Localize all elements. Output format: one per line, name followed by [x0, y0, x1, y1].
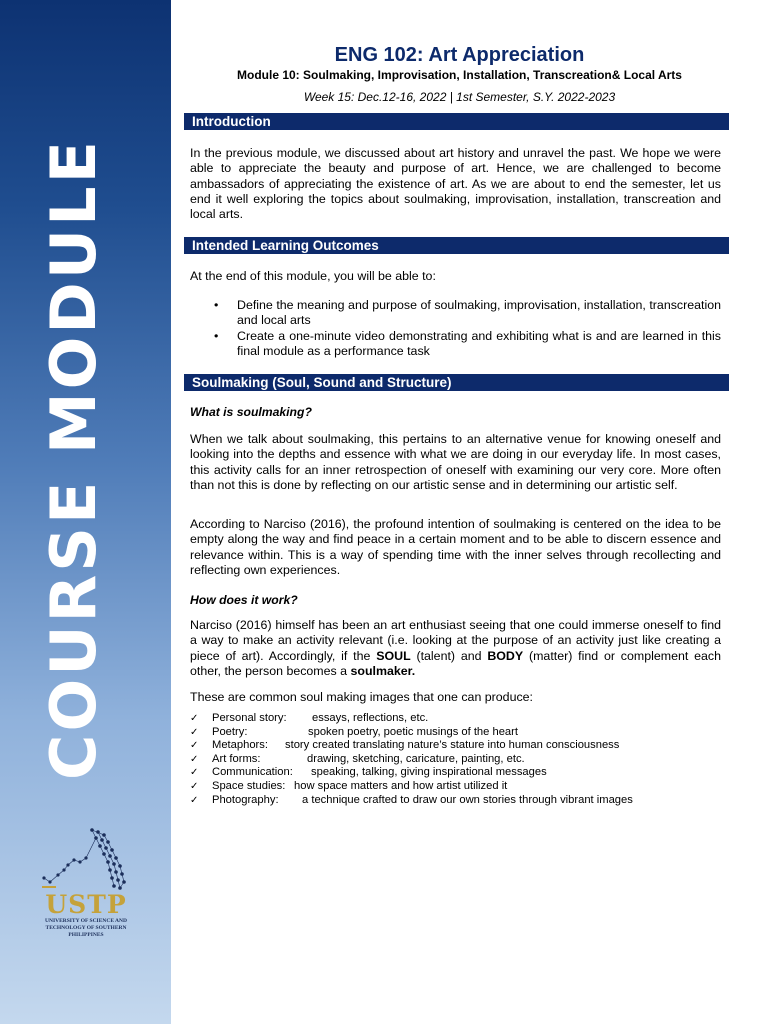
sidebar-title: COURSE MODULE: [37, 138, 110, 780]
list-item: ✓ Communication: speaking, talking, giving inspirational messages: [190, 766, 547, 779]
checkmark-icon: ✓: [190, 767, 199, 779]
bullet-icon: •: [214, 298, 219, 312]
checkmark-icon: ✓: [190, 753, 199, 765]
section-heading-outcomes: Intended Learning Outcomes: [184, 237, 729, 254]
introduction-text: In the previous module, we discussed about art history and unravel the past. We hope we were able to appreciate the beauty and purpose of art. Hence, we are challenged to become ambassadors of appreciating the existence of art. As we are about to end the semester, let us end it well exploring the topics about soulmaking, improvisation, installation, transcreation and local arts.: [190, 146, 721, 222]
logo-name: USTP: [45, 890, 127, 919]
checkmark-icon: ✓: [190, 780, 199, 792]
page-title: ENG 102: Art Appreciation: [334, 44, 585, 66]
checkmark-icon: ✓: [190, 794, 199, 806]
checkmark-icon: ✓: [190, 740, 199, 752]
checkmark-icon: ✓: [190, 713, 199, 724]
soulmaking-images-list: [190, 712, 721, 807]
outcomes-lead: At the end of this module, you will be able to:: [190, 269, 436, 283]
outcomes-list: [190, 298, 721, 359]
section-heading-introduction: Introduction: [184, 113, 729, 130]
sidebar: [0, 0, 171, 1024]
week-line: Week 15: Dec.12-16, 2022 | 1st Semester, S.Y. 2022-2023: [303, 90, 616, 104]
list-item: ✓ Personal story: essays, reflections, etc.: [190, 712, 429, 724]
list-item: • Create a one-minute video demonstrating and exhibiting what is and are learned in this final module as a performance task: [214, 328, 721, 358]
list-item: ✓ Photography: a technique crafted to draw our own stories through vibrant images: [190, 793, 633, 806]
soulmaking-paragraph-2: According to Narciso (2016), the profound intention of soulmaking is centered on the idea to be empty along the way and find peace in a certain moment and to be able to discern essence and relevance within. This is a way of spending time with the inner selves through recollecting and reflecting own experiences.: [190, 517, 721, 577]
list-item: ✓ Art forms: drawing, sketching, caricature, painting, etc.: [190, 752, 525, 765]
list-item: ✓ Metaphors: story created translating nature’s stature into human consciousness: [190, 739, 620, 752]
soulmaking-images-lead: These are common soul making images that one can produce:: [190, 690, 533, 704]
question-what-is-soulmaking: What is soulmaking?: [190, 405, 312, 419]
soulmaking-paragraph-3: Narciso (2016) himself has been an art enthusiast seeing that one could immerse oneself to find a way to make an activity relevant (i.e. looking at the purpose of an activity just like creating a piece of art). Accordingly, if the SOUL (talent) and BODY (matter) find or complement each other, the person becomes a soulmaker.: [190, 618, 721, 678]
checkmark-icon: ✓: [190, 726, 199, 738]
list-item: • Define the meaning and purpose of soulmaking, improvisation, installation, transcreation and local arts: [214, 298, 721, 328]
bullet-icon: •: [214, 328, 219, 343]
soulmaking-paragraph-1: When we talk about soulmaking, this pertains to an alternative venue for knowing oneself and looking into the depths and essence with what we are doing in our everyday life. In most cases, this activity calls for an inner retrospection of oneself with examining our very core. More often than not this is done by reflecting on our artistic sense and in determining our artistic self.: [190, 432, 721, 492]
logo-subtitle: UNIVERSITY OF SCIENCE AND TECHNOLOGY OF SOUTHERN PHILIPPINES: [45, 918, 127, 938]
question-how-does-it-work: How does it work?: [190, 593, 298, 607]
list-item: ✓ Space studies: how space matters and how artist utilized it: [190, 779, 508, 792]
module-title: Module 10: Soulmaking, Improvisation, Installation, Transcreation& Local Arts: [237, 68, 682, 82]
list-item: ✓ Poetry: spoken poetry, poetic musings of the heart: [190, 725, 518, 738]
section-heading-soulmaking: Soulmaking (Soul, Sound and Structure): [184, 374, 729, 391]
